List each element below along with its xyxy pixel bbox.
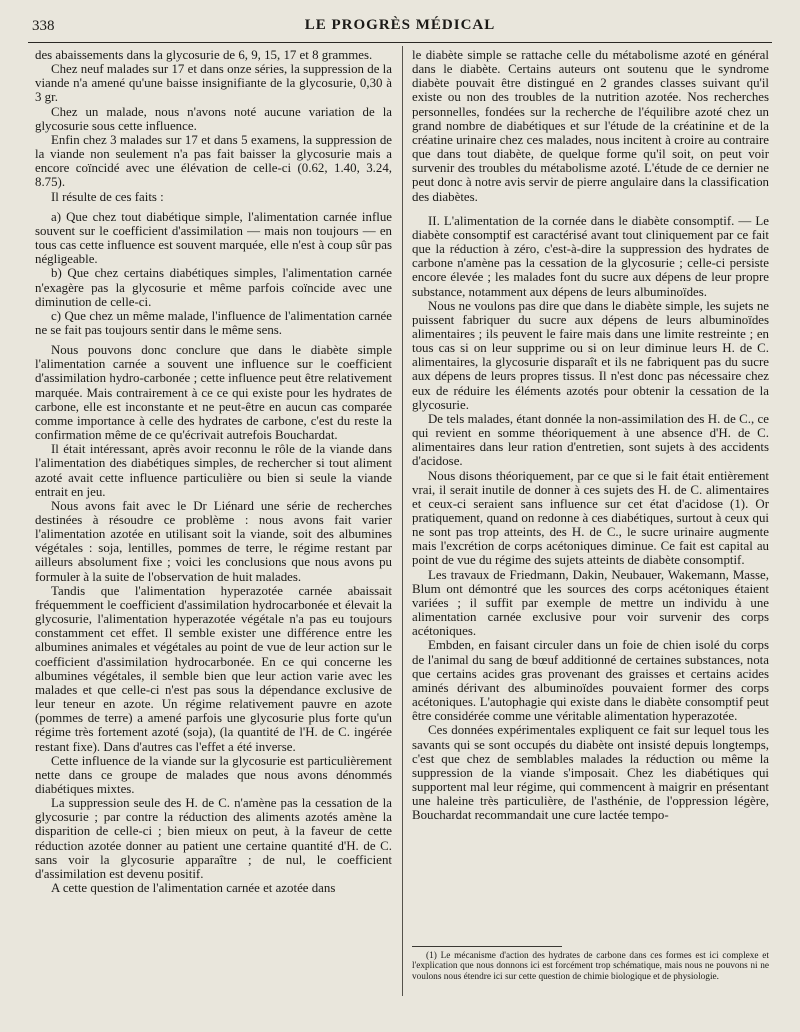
paragraph: des abaissements dans la glycosurie de 6, 9, 15, 17 et 8 grammes. xyxy=(35,48,373,62)
paragraph: Chez un malade, nous n'avons noté aucune variation de la glycosurie sous cette influence. xyxy=(35,104,392,133)
paragraph: Enfin chez 3 malades sur 17 et dans 5 examens, la suppression de la viande non seulement n'a pas fait baisser la glycosurie mais a encore coïncidé avec une élévation de celle-ci (0.62, 1.40, 3.24, 8.75). xyxy=(35,132,392,190)
paragraph: Il était intéressant, après avoir reconnu le rôle de la viande dans l'alimentation des diabétiques simples, de rechercher si tout aliment azoté avait cette influence particulière ou bien si seule la viande entrait en jeu. xyxy=(35,442,392,499)
paragraph: le diabète simple se rattache celle du métabolisme azoté en général dans le diabète. Certains auteurs ont soutenu que le syndrome diabète pouvait être distingué en 2 grandes classes suivant qu'il existe ou non des troubles de la nutrition azotée. Nos recherches personnelles, fondées sur la recherche de l'équilibre azoté chez un grand nombre de diabétiques et sur l'étude de la créatinine et de la créatine urinaire chez ces malades, nous incitent à croire au contraire que dans tout diabète, de quelque forme qu'il soit, on peut voir survenir des troubles du métabolisme azoté. L'étude de ce dernier ne peut donc à notre avis servir de pierre angulaire dans la classification des diabètes. xyxy=(412,48,769,204)
journal-title: LE PROGRÈS MÉDICAL xyxy=(304,17,496,33)
paragraph: c) Que chez un même malade, l'influence de l'alimentation carnée ne se fait pas toujours sentir dans le même sens. xyxy=(35,308,392,337)
paragraph: Cette influence de la viande sur la glycosurie est particulièrement nette dans ce groupe de malades que nous avons dénommés diabétiques mixtes. xyxy=(35,753,392,796)
paragraph: Embden, en faisant circuler dans un foie de chien isolé du corps de l'animal du sang de bœuf additionné de certaines substances, nota que certains acides gras provenant des graisses et certains acides aminés dérivant des albuminoïdes pouvaient former des corps acétoniques. L'autophagie qui existe dans le diabète consomptif peut être considérée comme une véritable alimentation hyperazotée. xyxy=(412,638,769,724)
column-divider xyxy=(402,46,403,996)
paragraph: Les travaux de Friedmann, Dakin, Neubauer, Wakemann, Masse, Blum ont démontré que les sources des corps acétoniques étaient variées ; il suffit par exemple de mettre un individu à une alimentation carnée exclusive pour voir survenir des corps acétoniques. xyxy=(412,567,769,639)
paragraph: a) Que chez tout diabétique simple, l'alimentation carnée influe souvent sur le coefficient d'assimilation — mais non toujours — en tous cas cette influence est souvent marquée, elle n'est à coup sûr pas négligeable. xyxy=(35,209,392,267)
paragraph: b) Que chez certains diabétiques simples, l'alimentation carnée n'exagère pas la glycosurie et même parfois coïncide avec une diminution de celle-ci. xyxy=(35,266,392,309)
footnote xyxy=(412,951,769,982)
paragraph: Nous pouvons donc conclure que dans le diabète simple l'alimentation carnée a souvent une influence sur le coefficient d'assimilation hydro-carbonée ; cette influence peut être relativement marquée. Mais contrairement à ce ce qui existe pour les hydrates de carbone, elle est inconstante et ne peut-être en aucun cas comparée comme importance à celle des hydrates de carbone, c'est du reste la confirmation même de ce qu'écrivait autrefois Bouchardat. xyxy=(35,343,392,443)
paragraph: Il résulte de ces faits : xyxy=(51,189,164,204)
page-header xyxy=(28,16,772,43)
right-column xyxy=(412,48,769,822)
paragraph: Nous disons théoriquement, par ce que si le fait était entièrement vrai, il serait inutile de donner à ces sujets des H. de C. alimentaires et ceux-ci seraient sans influence sur cet état d'acidose (1). Or pratiquement, quand on redonne à ces diabétiques, surtout à ceux qui ne sont pas trop atteints, des H. de C., le sucre urinaire augmente mais l'excrétion de corps acétoniques diminue. Ce fait est capital au point de vue du régime des sujets atteints de diabète consomptif. xyxy=(412,468,769,568)
paragraph: Nous avons fait avec le Dr Liénard une série de recherches destinées à résoudre ce problème : nous avons fait varier l'alimentation azotée en utilisant soit la viande, soit des albumines végétales : soja, lentilles, pommes de terre, le régime restant par ailleurs absolument fixe ; voici les conclusions que nous avons pu formuler à la suite de l'observation de huit malades. xyxy=(35,498,392,584)
left-column xyxy=(35,48,392,895)
paragraph: Ces données expérimentales expliquent ce fait sur lequel tous les savants qui se sont occupés du diabète ont insisté depuis longtemps, c'est que chez de semblables malades la réduction ou même la suppression de la viande s'imposait. Chez les diabétiques qui supportent mal leur régime, qui commencent à maigrir en présentant une haleine très particulière, de l'asthénie, de l'oppression légère, Bouchardat recommandait une cure lactée tempo- xyxy=(412,723,769,823)
paragraph: De tels malades, étant donnée la non-assimilation des H. de C., ce qui revient en somme théoriquement à une absence d'H. de C. alimentaires dans leur ration d'entretien, sont sujets à des accidents d'acidose. xyxy=(412,411,769,469)
footnote-text: (1) Le mécanisme d'action des hydrates de carbone dans ces formes est ici complexe et l'explication que nous donnons ici est forcément trop schématique, mais nous ne pouvons ni ne voulons nous étendre ici sur cette question de chimie biologique et de physiologie. xyxy=(412,951,769,982)
paragraph: La suppression seule des H. de C. n'amène pas la cessation de la glycosurie ; par contre la réduction des aliments azotés amène la disparition de celle-ci ; bien mieux on peut, à la faveur de cette réduction azotée donner au patient une certaine quantité d'H. de C. sans voir la glycosurie apparaître ; de nul, le coefficient d'assimilation est devenu positif. xyxy=(35,796,392,881)
paragraph: A cette question de l'alimentation carnée et azotée dans xyxy=(51,881,336,896)
paragraph: Tandis que l'alimentation hyperazotée carnée abaissait fréquemment le coefficient d'assimilation hydrocarbonée et élevait la glycosurie, l'alimentation hyperazotée végétale n'a pas eu toujours constamment cet effet. Il semble exister une différence entre les albumines animales et végétales au point de vue de leur action sur le coefficient d'assimilation hydrocarbonée. En ce qui concerne les albumines végétales, il semble bien que leur action varie avec les malades et que celle-ci n'est pas sous la dépendance exclusive de leur teneur en azote. Un régime relativement pauvre en azote (pommes de terre) a amené parfois une glycosurie plus forte qu'un régime très fortement azoté (soja), (la quantité de l'H. de C. ingérée restant fixe). Dans d'autres cas l'effet a été inverse. xyxy=(35,583,392,754)
footnote-rule xyxy=(412,946,562,947)
section-paragraph: II. L'alimentation de la cornée dans le diabète consomptif. — Le diabète consomptif est caractérisé avant tout cliniquement par ce fait que la réduction à zéro, c'est-à-dire la suppression des hydrates de carbone n'amène pas la cessation de la glycosurie ; celle-ci persiste encore élevée ; les malades font du sucre aux dépens de leur propre substance, notamment aux dépens de leurs albuminoïdes. xyxy=(412,213,769,299)
paragraph: Nous ne voulons pas dire que dans le diabète simple, les sujets ne puissent fabriquer du sucre aux dépens de leurs albuminoïdes alimentaires ; ils peuvent le faire mais dans une limite restreinte ; en tous cas si on leur supprime ou si on leur diminue leurs H. de C. alimentaires, la glycosurie disparaît et ils ne fabriquent pas du sucre aux dépens de leurs propres tissus. Il n'est donc pas nécessaire chez eux de réduire les éléments azotés pour obtenir la cessation de la glycosurie. xyxy=(412,298,769,412)
paragraph: Chez neuf malades sur 17 et dans onze séries, la suppression de la viande n'a amené qu'une baisse insignifiante de la glycosurie, 0,30 à 3 gr. xyxy=(35,62,392,105)
page-number: 338 xyxy=(32,18,55,34)
